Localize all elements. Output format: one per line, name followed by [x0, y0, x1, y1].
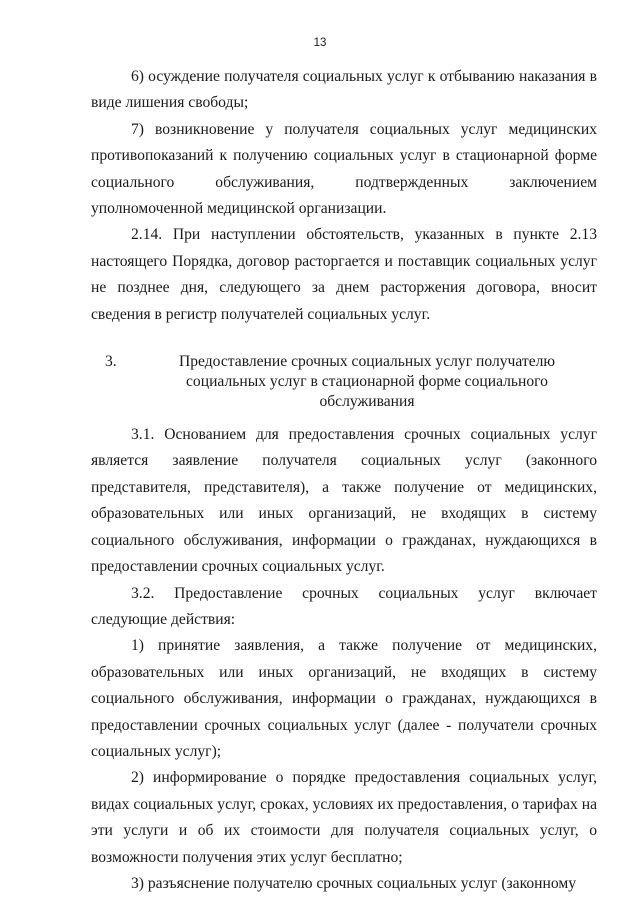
section-title: Предоставление срочных социальных услуг получателю социальных услуг в стационарной форме социального обслуживания — [178, 353, 556, 411]
paragraph-item-2: 2) информирование о порядке предоставления социальных услуг, видах социальных услуг, сроках, условиях их предоставления, о тарифах на эти услуги и об их стоимости для получателя социальных услуг, о возможности получения этих услуг бесплатно; — [91, 769, 597, 866]
paragraph-item-3: 3) разъяснение получателю срочных социальных услуг (законному — [131, 874, 577, 892]
paragraph-item-1: 1) принятие заявления, а также получение от медицинских, образовательных или иных организаций, не входящих в систему социального обслуживания, информации о гражданах, нуждающихся в предоставлении срочных социальных услуг (далее - получатели срочных социальных услуг); — [91, 637, 597, 760]
section-heading — [91, 352, 597, 412]
paragraph-2-14: 2.14. При наступлении обстоятельств, указанных в пункте 2.13 настоящего Порядка, договор расторгается и поставщик социальных услуг не позднее дня, следующего за днем расторжения договора, вносит сведения в регистр получателей социальных услуг. — [91, 226, 597, 323]
paragraph-3-2: 3.2. Предоставление срочных социальных услуг включает следующие действия: — [91, 584, 597, 628]
paragraph-item-7: 7) возникновение у получателя социальных услуг медицинских противопоказаний к получению социальных услуг в стационарной форме социального обслуживания, подтвержденных заключением уполномоченной медицинской организации. — [91, 120, 597, 218]
document-body — [91, 64, 597, 897]
section-number: 3. — [105, 353, 117, 371]
page-number: 13 — [313, 37, 327, 49]
paragraph-3-1: 3.1. Основанием для предоставления срочных социальных услуг является заявление получателя социальных услуг (законного представителя, представителя), а также получение от медицинских, образовательных или иных организаций, не входящих в систему социального обслуживания, информации о гражданах, нуждающихся в предоставлении срочных социальных услуг. — [91, 426, 597, 576]
paragraph-item-6: 6) осуждение получателя социальных услуг к отбыванию наказания в виде лишения свободы; — [91, 68, 597, 112]
